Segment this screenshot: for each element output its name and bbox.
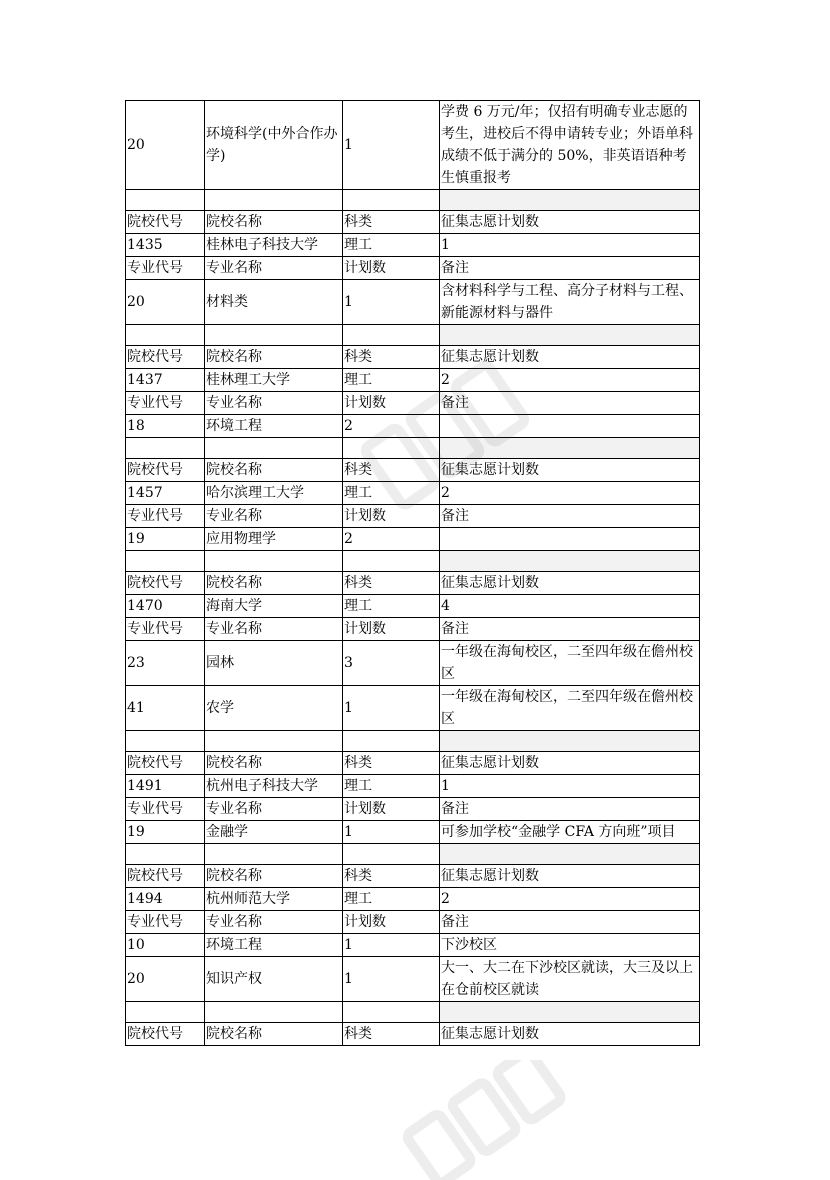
school-code-cell: 1470 — [126, 595, 205, 618]
header-remarks: 备注 — [440, 618, 700, 641]
watermark-stamp-icon — [380, 1060, 580, 1180]
header-plan-total: 征集志愿计划数 — [440, 211, 700, 234]
header-school-code: 院校代号 — [126, 211, 205, 234]
spacer-cell — [343, 1002, 440, 1023]
remark-cell: 可参加学校“金融学 CFA 方向班”项目 — [440, 821, 700, 844]
major-name-cell: 材料类 — [205, 280, 343, 325]
school-name-cell: 桂林电子科技大学 — [205, 234, 343, 257]
major-name-cell: 农学 — [205, 686, 343, 731]
major-row — [126, 415, 700, 438]
spacer-cell — [126, 1002, 205, 1023]
plan-total-cell: 2 — [440, 369, 700, 392]
major-row — [126, 280, 700, 325]
major-name-cell: 环境科学(中外合作办学) — [205, 101, 343, 190]
major-header-row — [126, 257, 700, 280]
spacer-cell — [440, 844, 700, 865]
admission-plan-table — [125, 100, 700, 1046]
spacer-cell — [126, 551, 205, 572]
category-cell: 理工 — [343, 369, 440, 392]
header-remarks: 备注 — [440, 505, 700, 528]
school-code-cell: 1437 — [126, 369, 205, 392]
major-name-cell: 知识产权 — [205, 957, 343, 1002]
spacer-cell — [440, 325, 700, 346]
school-header-row — [126, 1023, 700, 1046]
spacer-row — [126, 731, 700, 752]
header-plan-total: 征集志愿计划数 — [440, 1023, 700, 1046]
category-cell: 理工 — [343, 482, 440, 505]
spacer-cell — [343, 190, 440, 211]
spacer-cell — [343, 731, 440, 752]
spacer-cell — [126, 731, 205, 752]
spacer-cell — [126, 325, 205, 346]
school-row — [126, 595, 700, 618]
header-major-code: 专业代号 — [126, 505, 205, 528]
table-body — [126, 101, 700, 1046]
major-row — [126, 934, 700, 957]
spacer-cell — [440, 731, 700, 752]
header-major-code: 专业代号 — [126, 618, 205, 641]
header-school-code: 院校代号 — [126, 1023, 205, 1046]
major-row — [126, 528, 700, 551]
header-remarks: 备注 — [440, 392, 700, 415]
header-plan-count: 计划数 — [343, 392, 440, 415]
spacer-row — [126, 325, 700, 346]
spacer-cell — [205, 844, 343, 865]
header-school-code: 院校代号 — [126, 346, 205, 369]
category-cell: 理工 — [343, 775, 440, 798]
school-row — [126, 234, 700, 257]
plan-total-cell: 1 — [440, 234, 700, 257]
header-category: 科类 — [343, 1023, 440, 1046]
spacer-cell — [205, 190, 343, 211]
school-name-cell: 海南大学 — [205, 595, 343, 618]
major-row — [126, 821, 700, 844]
major-code-cell: 20 — [126, 280, 205, 325]
school-header-row — [126, 459, 700, 482]
major-name-cell: 金融学 — [205, 821, 343, 844]
header-major-code: 专业代号 — [126, 392, 205, 415]
spacer-cell — [205, 325, 343, 346]
plan-count-cell: 1 — [343, 957, 440, 1002]
spacer-cell — [440, 438, 700, 459]
category-cell: 理工 — [343, 888, 440, 911]
spacer-cell — [205, 731, 343, 752]
plan-count-cell: 1 — [343, 686, 440, 731]
major-header-row — [126, 505, 700, 528]
header-plan-total: 征集志愿计划数 — [440, 459, 700, 482]
plan-count-cell: 1 — [343, 101, 440, 190]
major-code-cell: 10 — [126, 934, 205, 957]
header-category: 科类 — [343, 572, 440, 595]
header-plan-count: 计划数 — [343, 618, 440, 641]
school-row — [126, 482, 700, 505]
school-name-cell: 桂林理工大学 — [205, 369, 343, 392]
school-code-cell: 1494 — [126, 888, 205, 911]
school-name-cell: 杭州电子科技大学 — [205, 775, 343, 798]
school-row — [126, 775, 700, 798]
major-code-cell: 19 — [126, 528, 205, 551]
school-code-cell: 1435 — [126, 234, 205, 257]
school-name-cell: 哈尔滨理工大学 — [205, 482, 343, 505]
plan-count-cell: 2 — [343, 415, 440, 438]
spacer-row — [126, 551, 700, 572]
major-code-cell: 23 — [126, 641, 205, 686]
remark-cell: 一年级在海甸校区，二至四年级在儋州校区 — [440, 641, 700, 686]
school-row — [126, 369, 700, 392]
spacer-row — [126, 844, 700, 865]
header-remarks: 备注 — [440, 257, 700, 280]
plan-total-cell: 4 — [440, 595, 700, 618]
major-name-cell: 园林 — [205, 641, 343, 686]
spacer-cell — [440, 190, 700, 211]
category-cell: 理工 — [343, 595, 440, 618]
major-code-cell: 41 — [126, 686, 205, 731]
school-header-row — [126, 211, 700, 234]
header-plan-count: 计划数 — [343, 911, 440, 934]
school-code-cell: 1457 — [126, 482, 205, 505]
header-plan-count: 计划数 — [343, 798, 440, 821]
header-major-code: 专业代号 — [126, 798, 205, 821]
header-school-code: 院校代号 — [126, 752, 205, 775]
spacer-row — [126, 190, 700, 211]
header-plan-count: 计划数 — [343, 505, 440, 528]
major-header-row — [126, 392, 700, 415]
school-row — [126, 888, 700, 911]
major-row — [126, 686, 700, 731]
major-row — [126, 641, 700, 686]
school-header-row — [126, 572, 700, 595]
spacer-cell — [126, 190, 205, 211]
spacer-cell — [343, 551, 440, 572]
header-plan-total: 征集志愿计划数 — [440, 865, 700, 888]
spacer-cell — [440, 551, 700, 572]
header-school-name: 院校名称 — [205, 572, 343, 595]
remark-cell: 学费 6 万元/年；仅招有明确专业志愿的考生，进校后不得申请转专业；外语单科成绩不低于满分的 50%，非英语语种考生慎重报考 — [440, 101, 700, 190]
header-category: 科类 — [343, 752, 440, 775]
major-name-cell: 环境工程 — [205, 415, 343, 438]
header-major-name: 专业名称 — [205, 505, 343, 528]
school-header-row — [126, 346, 700, 369]
plan-count-cell: 1 — [343, 280, 440, 325]
plan-count-cell: 1 — [343, 821, 440, 844]
header-school-name: 院校名称 — [205, 211, 343, 234]
header-major-name: 专业名称 — [205, 392, 343, 415]
header-school-name: 院校名称 — [205, 1023, 343, 1046]
header-category: 科类 — [343, 211, 440, 234]
spacer-cell — [205, 551, 343, 572]
major-row — [126, 101, 700, 190]
spacer-cell — [343, 438, 440, 459]
header-school-name: 院校名称 — [205, 752, 343, 775]
header-plan-total: 征集志愿计划数 — [440, 346, 700, 369]
major-code-cell: 18 — [126, 415, 205, 438]
header-school-code: 院校代号 — [126, 865, 205, 888]
remark-cell: 大一、大二在下沙校区就读，大三及以上在仓前校区就读 — [440, 957, 700, 1002]
header-major-code: 专业代号 — [126, 257, 205, 280]
major-header-row — [126, 798, 700, 821]
header-school-name: 院校名称 — [205, 459, 343, 482]
header-major-name: 专业名称 — [205, 618, 343, 641]
school-header-row — [126, 865, 700, 888]
major-name-cell: 环境工程 — [205, 934, 343, 957]
header-plan-count: 计划数 — [343, 257, 440, 280]
header-school-name: 院校名称 — [205, 346, 343, 369]
plan-count-cell: 2 — [343, 528, 440, 551]
remark-cell — [440, 528, 700, 551]
spacer-row — [126, 438, 700, 459]
remark-cell: 含材料科学与工程、高分子材料与工程、新能源材料与器件 — [440, 280, 700, 325]
header-plan-total: 征集志愿计划数 — [440, 752, 700, 775]
major-row — [126, 957, 700, 1002]
major-name-cell: 应用物理学 — [205, 528, 343, 551]
header-major-code: 专业代号 — [126, 911, 205, 934]
major-code-cell: 20 — [126, 101, 205, 190]
plan-total-cell: 2 — [440, 888, 700, 911]
spacer-cell — [343, 325, 440, 346]
school-code-cell: 1491 — [126, 775, 205, 798]
spacer-cell — [126, 844, 205, 865]
spacer-cell — [205, 1002, 343, 1023]
header-category: 科类 — [343, 346, 440, 369]
spacer-cell — [205, 438, 343, 459]
header-remarks: 备注 — [440, 798, 700, 821]
remark-cell — [440, 415, 700, 438]
header-school-code: 院校代号 — [126, 459, 205, 482]
spacer-cell — [440, 1002, 700, 1023]
plan-total-cell: 1 — [440, 775, 700, 798]
header-category: 科类 — [343, 865, 440, 888]
header-category: 科类 — [343, 459, 440, 482]
spacer-row — [126, 1002, 700, 1023]
plan-total-cell: 2 — [440, 482, 700, 505]
header-major-name: 专业名称 — [205, 798, 343, 821]
header-plan-total: 征集志愿计划数 — [440, 572, 700, 595]
plan-count-cell: 1 — [343, 934, 440, 957]
spacer-cell — [126, 438, 205, 459]
header-remarks: 备注 — [440, 911, 700, 934]
school-header-row — [126, 752, 700, 775]
header-major-name: 专业名称 — [205, 911, 343, 934]
remark-cell: 一年级在海甸校区，二至四年级在儋州校区 — [440, 686, 700, 731]
major-code-cell: 19 — [126, 821, 205, 844]
header-school-name: 院校名称 — [205, 865, 343, 888]
remark-cell: 下沙校区 — [440, 934, 700, 957]
header-major-name: 专业名称 — [205, 257, 343, 280]
major-header-row — [126, 911, 700, 934]
plan-count-cell: 3 — [343, 641, 440, 686]
major-header-row — [126, 618, 700, 641]
category-cell: 理工 — [343, 234, 440, 257]
spacer-cell — [343, 844, 440, 865]
header-school-code: 院校代号 — [126, 572, 205, 595]
major-code-cell: 20 — [126, 957, 205, 1002]
school-name-cell: 杭州师范大学 — [205, 888, 343, 911]
